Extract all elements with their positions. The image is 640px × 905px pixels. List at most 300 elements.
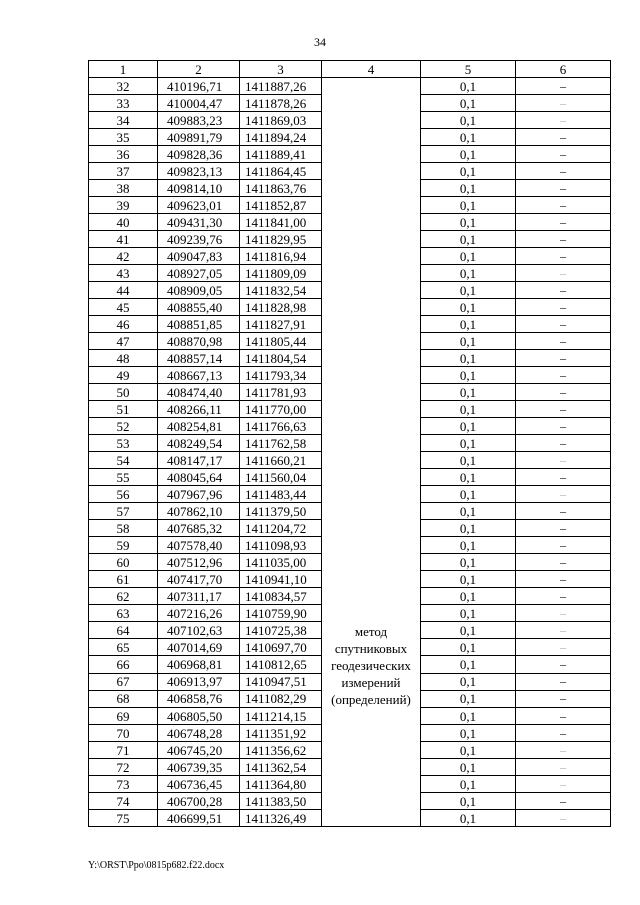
description-cell: – [516,95,611,112]
accuracy-cell: 0,1 [421,316,516,333]
point-number-cell: 33 [89,95,158,112]
x-coordinate-cell: 407102,63 [158,622,240,639]
y-coordinate-cell: 1410834,57 [240,588,322,605]
column-header: 2 [158,61,240,78]
method-cell [322,452,421,469]
table-row [89,384,611,401]
method-cell [322,520,421,537]
accuracy-cell: 0,1 [421,469,516,486]
accuracy-cell: 0,1 [421,180,516,197]
y-coordinate-cell: 1411383,50 [240,793,322,810]
description-cell: – [516,197,611,214]
y-coordinate-cell: 1411827,91 [240,316,322,333]
x-coordinate-cell: 409891,79 [158,129,240,146]
y-coordinate-cell: 1411214,15 [240,708,322,725]
footer-file-path: Y:\ORST\Ppo\0815p682.f22.docx [88,860,225,871]
table-row [89,282,611,299]
accuracy-cell: 0,1 [421,725,516,742]
table-row [89,810,611,827]
x-coordinate-cell: 406745,20 [158,742,240,759]
point-number-cell: 41 [89,231,158,248]
page-number: 34 [314,35,326,49]
y-coordinate-cell: 1411781,93 [240,384,322,401]
point-number-cell: 68 [89,690,158,707]
table-row [89,129,611,146]
description-cell: – [516,588,611,605]
point-number-cell: 63 [89,605,158,622]
point-number-cell: 48 [89,350,158,367]
description-cell: – [516,401,611,418]
x-coordinate-cell: 407862,10 [158,503,240,520]
table-row [89,180,611,197]
point-number-cell: 61 [89,571,158,588]
accuracy-cell: 0,1 [421,639,516,656]
method-cell [322,725,421,742]
x-coordinate-cell: 410004,47 [158,95,240,112]
x-coordinate-cell: 406913,97 [158,673,240,690]
y-coordinate-cell: 1410725,38 [240,622,322,639]
table-row [89,350,611,367]
column-header: 1 [89,61,158,78]
accuracy-cell: 0,1 [421,776,516,793]
x-coordinate-cell: 406700,28 [158,793,240,810]
accuracy-cell: 0,1 [421,759,516,776]
table-row [89,793,611,810]
table-row [89,78,611,95]
table-row [89,605,611,622]
accuracy-cell: 0,1 [421,129,516,146]
description-cell: – [516,435,611,452]
y-coordinate-cell: 1411379,50 [240,503,322,520]
method-cell [322,571,421,588]
y-coordinate-cell: 1410697,70 [240,639,322,656]
point-number-cell: 35 [89,129,158,146]
method-cell [322,197,421,214]
x-coordinate-cell: 407578,40 [158,537,240,554]
x-coordinate-cell: 409883,23 [158,112,240,129]
table-row [89,367,611,384]
method-cell [322,350,421,367]
description-cell: – [516,503,611,520]
table-row [89,725,611,742]
method-cell [322,95,421,112]
description-cell: – [516,248,611,265]
method-cell [322,214,421,231]
accuracy-cell: 0,1 [421,656,516,673]
description-cell: – [516,316,611,333]
point-number-cell: 62 [89,588,158,605]
accuracy-cell: 0,1 [421,78,516,95]
point-number-cell: 75 [89,810,158,827]
method-cell [322,78,421,95]
y-coordinate-cell: 1411483,44 [240,486,322,503]
description-cell: – [516,112,611,129]
y-coordinate-cell: 1411351,92 [240,725,322,742]
description-cell: – [516,690,611,707]
x-coordinate-cell: 407512,96 [158,554,240,571]
y-coordinate-cell: 1411766,63 [240,418,322,435]
table-row [89,112,611,129]
column-header: 5 [421,61,516,78]
x-coordinate-cell: 406736,45 [158,776,240,793]
x-coordinate-cell: 407417,70 [158,571,240,588]
accuracy-cell: 0,1 [421,401,516,418]
accuracy-cell: 0,1 [421,214,516,231]
table-row [89,588,611,605]
description-cell: – [516,639,611,656]
accuracy-cell: 0,1 [421,810,516,827]
x-coordinate-cell: 409431,30 [158,214,240,231]
method-cell [322,537,421,554]
accuracy-cell: 0,1 [421,742,516,759]
description-cell: – [516,146,611,163]
method-cell [322,708,421,725]
column-header: 4 [322,61,421,78]
x-coordinate-cell: 406739,35 [158,759,240,776]
accuracy-cell: 0,1 [421,248,516,265]
point-number-cell: 32 [89,78,158,95]
method-cell [322,299,421,316]
accuracy-cell: 0,1 [421,708,516,725]
accuracy-cell: 0,1 [421,793,516,810]
y-coordinate-cell: 1411362,54 [240,759,322,776]
description-cell: – [516,350,611,367]
description-cell: – [516,605,611,622]
point-number-cell: 38 [89,180,158,197]
y-coordinate-cell: 1411809,09 [240,265,322,282]
accuracy-cell: 0,1 [421,554,516,571]
accuracy-cell: 0,1 [421,95,516,112]
method-cell [322,435,421,452]
accuracy-cell: 0,1 [421,673,516,690]
table-row [89,486,611,503]
table-row [89,248,611,265]
point-number-cell: 36 [89,146,158,163]
method-cell [322,282,421,299]
coordinates-table [88,60,611,827]
accuracy-cell: 0,1 [421,163,516,180]
point-number-cell: 34 [89,112,158,129]
description-cell: – [516,78,611,95]
method-cell [322,486,421,503]
accuracy-cell: 0,1 [421,146,516,163]
point-number-cell: 59 [89,537,158,554]
method-cell [322,469,421,486]
accuracy-cell: 0,1 [421,299,516,316]
table-row [89,95,611,112]
table-row [89,435,611,452]
x-coordinate-cell: 408147,17 [158,452,240,469]
table-row [89,520,611,537]
description-cell: – [516,418,611,435]
description-cell: – [516,656,611,673]
x-coordinate-cell: 408851,85 [158,316,240,333]
column-header: 6 [516,61,611,78]
table-row [89,554,611,571]
accuracy-cell: 0,1 [421,282,516,299]
description-cell: – [516,214,611,231]
method-cell [322,588,421,605]
table-row [89,265,611,282]
y-coordinate-cell: 1410759,90 [240,605,322,622]
y-coordinate-cell: 1411793,34 [240,367,322,384]
table-row [89,537,611,554]
y-coordinate-cell: 1411660,21 [240,452,322,469]
point-number-cell: 46 [89,316,158,333]
method-cell [322,418,421,435]
table-row [89,469,611,486]
x-coordinate-cell: 406968,81 [158,656,240,673]
description-cell: – [516,554,611,571]
accuracy-cell: 0,1 [421,197,516,214]
x-coordinate-cell: 406805,50 [158,708,240,725]
y-coordinate-cell: 1411869,03 [240,112,322,129]
description-cell: – [516,537,611,554]
description-cell: – [516,742,611,759]
y-coordinate-cell: 1411770,00 [240,401,322,418]
accuracy-cell: 0,1 [421,435,516,452]
point-number-cell: 56 [89,486,158,503]
table-row [89,146,611,163]
description-cell: – [516,725,611,742]
method-cell [322,163,421,180]
y-coordinate-cell: 1411356,62 [240,742,322,759]
x-coordinate-cell: 409623,01 [158,197,240,214]
method-cell [322,742,421,759]
description-cell: – [516,180,611,197]
x-coordinate-cell: 408266,11 [158,401,240,418]
accuracy-cell: 0,1 [421,350,516,367]
point-number-cell: 66 [89,656,158,673]
x-coordinate-cell: 407967,96 [158,486,240,503]
point-number-cell: 64 [89,622,158,639]
point-number-cell: 54 [89,452,158,469]
x-coordinate-cell: 408909,05 [158,282,240,299]
description-cell: – [516,810,611,827]
description-cell: – [516,282,611,299]
accuracy-cell: 0,1 [421,367,516,384]
description-cell: – [516,622,611,639]
description-cell: – [516,708,611,725]
x-coordinate-cell: 406699,51 [158,810,240,827]
description-cell: – [516,163,611,180]
x-coordinate-cell: 408857,14 [158,350,240,367]
point-number-cell: 39 [89,197,158,214]
table-row [89,776,611,793]
x-coordinate-cell: 408667,13 [158,367,240,384]
y-coordinate-cell: 1411364,80 [240,776,322,793]
method-cell [322,401,421,418]
y-coordinate-cell: 1411082,29 [240,690,322,707]
x-coordinate-cell: 409239,76 [158,231,240,248]
x-coordinate-cell: 410196,71 [158,78,240,95]
x-coordinate-cell: 409823,13 [158,163,240,180]
table-row [89,163,611,180]
table-row [89,571,611,588]
point-number-cell: 40 [89,214,158,231]
description-cell: – [516,520,611,537]
column-header: 3 [240,61,322,78]
method-cell [322,265,421,282]
description-cell: – [516,231,611,248]
method-cell [322,384,421,401]
x-coordinate-cell: 408870,98 [158,333,240,350]
method-cell [322,810,421,827]
point-number-cell: 43 [89,265,158,282]
accuracy-cell: 0,1 [421,588,516,605]
x-coordinate-cell: 407014,69 [158,639,240,656]
table-row [89,197,611,214]
accuracy-cell: 0,1 [421,622,516,639]
point-number-cell: 72 [89,759,158,776]
point-number-cell: 53 [89,435,158,452]
description-cell: – [516,265,611,282]
accuracy-cell: 0,1 [421,265,516,282]
description-cell: – [516,469,611,486]
accuracy-cell: 0,1 [421,571,516,588]
description-cell: – [516,759,611,776]
x-coordinate-cell: 406748,28 [158,725,240,742]
method-cell [322,367,421,384]
method-cell [322,759,421,776]
y-coordinate-cell: 1411894,24 [240,129,322,146]
point-number-cell: 58 [89,520,158,537]
y-coordinate-cell: 1410947,51 [240,673,322,690]
method-cell [322,503,421,520]
x-coordinate-cell: 408249,54 [158,435,240,452]
accuracy-cell: 0,1 [421,231,516,248]
point-number-cell: 50 [89,384,158,401]
table-row [89,708,611,725]
point-number-cell: 67 [89,673,158,690]
y-coordinate-cell: 1411852,87 [240,197,322,214]
accuracy-cell: 0,1 [421,486,516,503]
point-number-cell: 70 [89,725,158,742]
point-number-cell: 69 [89,708,158,725]
method-cell [322,554,421,571]
table-row [89,742,611,759]
table-row [89,231,611,248]
point-number-cell: 42 [89,248,158,265]
description-cell: – [516,129,611,146]
method-cell [322,316,421,333]
method-cell [322,231,421,248]
x-coordinate-cell: 407685,32 [158,520,240,537]
y-coordinate-cell: 1410812,65 [240,656,322,673]
x-coordinate-cell: 408254,81 [158,418,240,435]
table-row [89,333,611,350]
point-number-cell: 52 [89,418,158,435]
y-coordinate-cell: 1411863,76 [240,180,322,197]
y-coordinate-cell: 1411804,54 [240,350,322,367]
table-header-row [89,61,611,78]
point-number-cell: 51 [89,401,158,418]
table-row [89,622,611,639]
method-cell [322,180,421,197]
table-row [89,299,611,316]
y-coordinate-cell: 1411889,41 [240,146,322,163]
y-coordinate-cell: 1411326,49 [240,810,322,827]
accuracy-cell: 0,1 [421,503,516,520]
y-coordinate-cell: 1411864,45 [240,163,322,180]
point-number-cell: 74 [89,793,158,810]
point-number-cell: 44 [89,282,158,299]
y-coordinate-cell: 1411560,04 [240,469,322,486]
point-number-cell: 47 [89,333,158,350]
x-coordinate-cell: 408927,05 [158,265,240,282]
description-cell: – [516,367,611,384]
x-coordinate-cell: 408474,40 [158,384,240,401]
table-row [89,452,611,469]
method-cell [322,112,421,129]
description-cell: – [516,384,611,401]
y-coordinate-cell: 1411035,00 [240,554,322,571]
x-coordinate-cell: 408855,40 [158,299,240,316]
description-cell: – [516,776,611,793]
method-cell [322,248,421,265]
description-cell: – [516,793,611,810]
point-number-cell: 71 [89,742,158,759]
table-body [89,78,611,827]
point-number-cell: 55 [89,469,158,486]
y-coordinate-cell: 1411098,93 [240,537,322,554]
y-coordinate-cell: 1411805,44 [240,333,322,350]
point-number-cell: 60 [89,554,158,571]
y-coordinate-cell: 1411841,00 [240,214,322,231]
accuracy-cell: 0,1 [421,418,516,435]
x-coordinate-cell: 409828,36 [158,146,240,163]
method-cell [322,776,421,793]
table-row [89,214,611,231]
y-coordinate-cell: 1410941,10 [240,571,322,588]
y-coordinate-cell: 1411828,98 [240,299,322,316]
x-coordinate-cell: 407311,17 [158,588,240,605]
method-cell [322,129,421,146]
method-cell [322,793,421,810]
accuracy-cell: 0,1 [421,537,516,554]
point-number-cell: 73 [89,776,158,793]
x-coordinate-cell: 406858,76 [158,690,240,707]
point-number-cell: 49 [89,367,158,384]
point-number-cell: 37 [89,163,158,180]
accuracy-cell: 0,1 [421,333,516,350]
accuracy-cell: 0,1 [421,384,516,401]
description-cell: – [516,571,611,588]
accuracy-cell: 0,1 [421,452,516,469]
description-cell: – [516,333,611,350]
point-number-cell: 45 [89,299,158,316]
table-row [89,316,611,333]
method-cell: метод спутниковых геодезических измерений (определений) [322,622,421,708]
x-coordinate-cell: 409814,10 [158,180,240,197]
method-cell [322,146,421,163]
accuracy-cell: 0,1 [421,112,516,129]
y-coordinate-cell: 1411762,58 [240,435,322,452]
accuracy-cell: 0,1 [421,690,516,707]
table-row [89,759,611,776]
y-coordinate-cell: 1411816,94 [240,248,322,265]
description-cell: – [516,299,611,316]
method-cell [322,333,421,350]
point-number-cell: 65 [89,639,158,656]
point-number-cell: 57 [89,503,158,520]
y-coordinate-cell: 1411878,26 [240,95,322,112]
table-row [89,401,611,418]
method-cell [322,605,421,622]
table-row [89,418,611,435]
x-coordinate-cell: 409047,83 [158,248,240,265]
accuracy-cell: 0,1 [421,605,516,622]
